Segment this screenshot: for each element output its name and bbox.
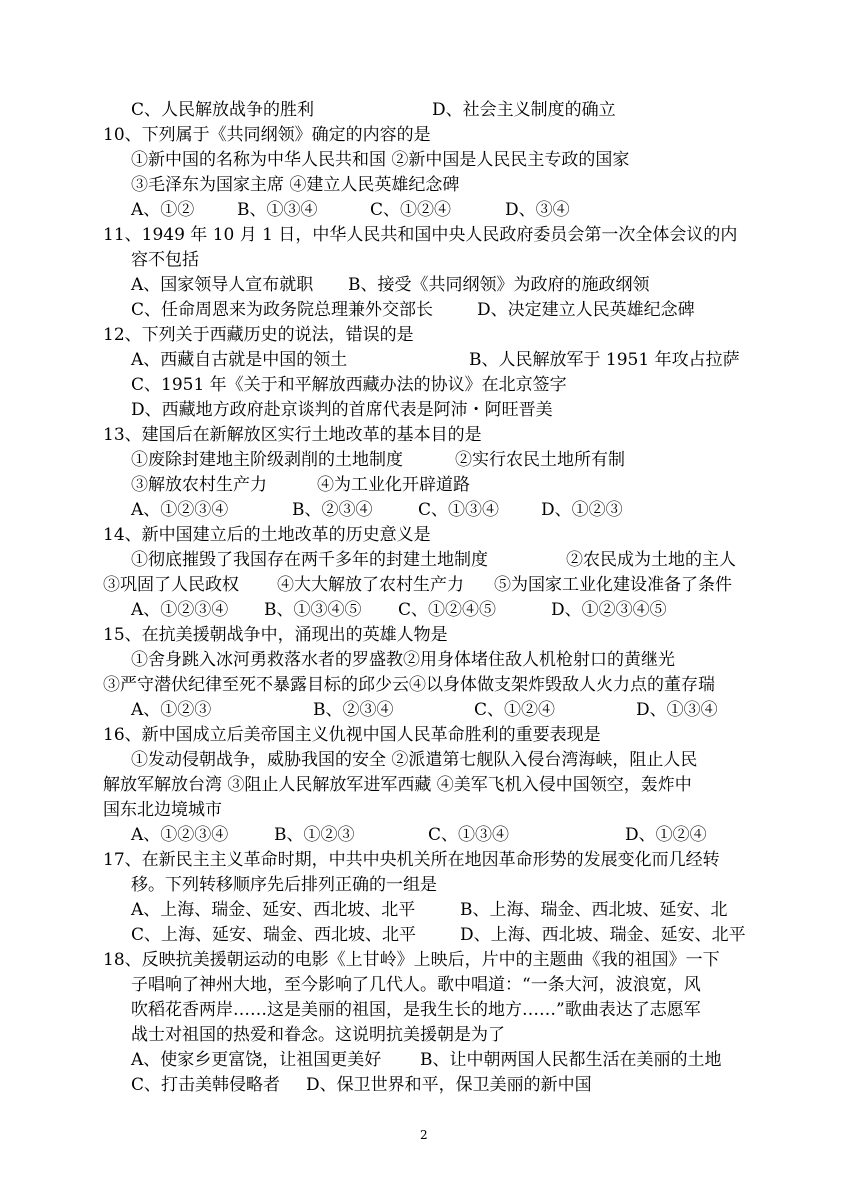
q13-option-c: C、①③④ <box>418 500 500 520</box>
q13-stem-text: 13、建国后在新解放区实行土地改革的基本目的是 <box>103 425 482 445</box>
q17-option-d: D、上海、西北坡、瑞金、延安、北平 <box>460 925 746 945</box>
q14-stem-text: 14、新中国建立后的土地改革的历史意义是 <box>103 525 431 545</box>
q13-item-4: ④为工业化开辟道路 <box>317 475 470 495</box>
q13-option-a: A、①②③④ <box>131 500 229 520</box>
q17-stem-text2: 移。下列转移顺序先后排列正确的一组是 <box>131 875 437 895</box>
q11-option-d: D、决定建立人民英雄纪念碑 <box>477 300 695 320</box>
q15-option-a: A、①②③ <box>131 700 212 720</box>
q15-option-d: D、①③④ <box>636 700 718 720</box>
q10-stem-text: 10、下列属于《共同纲领》确定的内容的是 <box>103 125 431 145</box>
q13-item-1: ①废除封建地主阶级剥削的土地制度 <box>131 450 403 470</box>
q11-option-a: A、国家领导人宣布就职 <box>131 275 314 295</box>
q15-option-c: C、①②④ <box>474 700 556 720</box>
q14-item-5: ⑤为国家工业化建设准备了条件 <box>494 575 732 595</box>
q10-option-b: B、①③④ <box>237 200 318 220</box>
q16-option-d: D、①②④ <box>625 825 707 845</box>
q13-item-3: ③解放农村生产力 <box>131 475 267 495</box>
q15-stem-text: 15、在抗美援朝战争中，涌现出的英雄人物是 <box>103 625 448 645</box>
q17-stem-text1: 17、在新民主主义革命时期，中共中央机关所在地因革命形势的发展变化而几经转 <box>103 850 720 870</box>
q10-option-c: C、①②④ <box>370 200 452 220</box>
q17-option-c: C、上海、延安、瑞金、西北坡、北平 <box>131 925 417 945</box>
q13-item-2: ②实行农民土地所有制 <box>455 450 625 470</box>
q15-items-text2: ③严守潜伏纪律至死不暴露目标的邱少云④以身体做支架炸毁敌人火力点的董存瑞 <box>103 675 715 695</box>
q14-option-b: B、①③④⑤ <box>264 600 362 620</box>
q16-items-text2: 解放军解放台湾 ③阻止人民解放军进军西藏 ④美军飞机入侵中国领空，轰炸中 <box>103 775 692 795</box>
q14-item-2: ②农民成为土地的主人 <box>566 550 736 570</box>
q10-items-text2: ③毛泽东为国家主席 ④建立人民英雄纪念碑 <box>131 175 460 195</box>
q18-option-a: A、使家乡更富饶，让祖国更美好 <box>131 1050 382 1070</box>
q17-option-b: B、上海、瑞金、西北坡、延安、北 <box>460 900 728 920</box>
q13-option-b: B、②③④ <box>292 500 373 520</box>
q10-items-text1: ①新中国的名称为中华人民共和国 ②新中国是人民民主专政的国家 <box>131 150 630 170</box>
q9-option-d: D、社会主义制度的确立 <box>432 100 616 120</box>
q18-stem-text1: 18、反映抗美援朝运动的电影《上甘岭》上映后，片中的主题曲《我的祖国》一下 <box>103 950 720 970</box>
q15-option-b: B、②③④ <box>313 700 394 720</box>
q16-option-b: B、①②③ <box>274 825 355 845</box>
q12-option-b: B、人民解放军于 1951 年攻占拉萨 <box>469 350 740 370</box>
q14-option-d: D、①②③④⑤ <box>551 600 667 620</box>
q18-option-b: B、让中朝两国人民都生活在美丽的土地 <box>420 1050 722 1070</box>
q13-option-d: D、①②③ <box>541 500 623 520</box>
page-number: 2 <box>420 1128 428 1142</box>
q18-stem-text3: 吹稻花香两岸……这是美丽的祖国，是我生长的地方……”歌曲表达了志愿军 <box>131 1000 701 1020</box>
q11-stem-text2: 容不包括 <box>131 250 199 270</box>
q14-option-c: C、①②④⑤ <box>398 600 497 620</box>
q14-option-a: A、①②③④ <box>131 600 229 620</box>
q9-option-c: C、人民解放战争的胜利 <box>131 100 315 120</box>
q14-item-4: ④大大解放了农村生产力 <box>277 575 464 595</box>
q16-stem-text: 16、新中国成立后美帝国主义仇视中国人民革命胜利的重要表现是 <box>103 725 601 745</box>
q14-item-1: ①彻底摧毁了我国存在两千多年的封建土地制度 <box>131 550 488 570</box>
q11-option-b: B、接受《共同纲领》为政府的施政纲领 <box>348 275 650 295</box>
q15-items-text1: ①舍身跳入冰河勇救落水者的罗盛教②用身体堵住敌人机枪射口的黄继光 <box>131 650 675 670</box>
q11-stem-text1: 11、1949 年 10 月 1 日，中华人民共和国中央人民政府委员会第一次全体会议的内 <box>103 225 738 245</box>
q10-option-a: A、①② <box>131 200 195 220</box>
q12-option-d: D、西藏地方政府赴京谈判的首席代表是阿沛・阿旺晋美 <box>131 400 553 420</box>
q14-item-3: ③巩固了人民政权 <box>103 575 239 595</box>
q10-option-d: D、③④ <box>505 200 570 220</box>
q16-option-a: A、①②③④ <box>131 825 229 845</box>
q18-option-c: C、打击美韩侵略者 <box>131 1075 281 1095</box>
q18-stem-text2: 子唱响了神州大地，至今影响了几代人。歌中唱道：“一条大河，波浪宽，风 <box>131 975 701 995</box>
q12-option-a: A、西藏自古就是中国的领土 <box>131 350 348 370</box>
q16-option-c: C、①③④ <box>428 825 510 845</box>
q11-option-c: C、任命周恩来为政务院总理兼外交部长 <box>131 300 434 320</box>
q17-option-a: A、上海、瑞金、延安、西北坡、北平 <box>131 900 416 920</box>
q16-items-text1: ①发动侵朝战争，威胁我国的安全 ②派遣第七舰队入侵台湾海峡，阻止人民 <box>131 750 698 770</box>
q12-option-c: C、1951 年《关于和平解放西藏办法的协议》在北京签字 <box>131 375 567 395</box>
q16-items-text3: 国东北边境城市 <box>103 800 222 820</box>
q18-option-d: D、保卫世界和平，保卫美丽的新中国 <box>306 1075 592 1095</box>
q12-stem-text: 12、下列关于西藏历史的说法，错误的是 <box>103 325 414 345</box>
q18-stem-text4: 战士对祖国的热爱和眷念。这说明抗美援朝是为了 <box>131 1025 505 1045</box>
